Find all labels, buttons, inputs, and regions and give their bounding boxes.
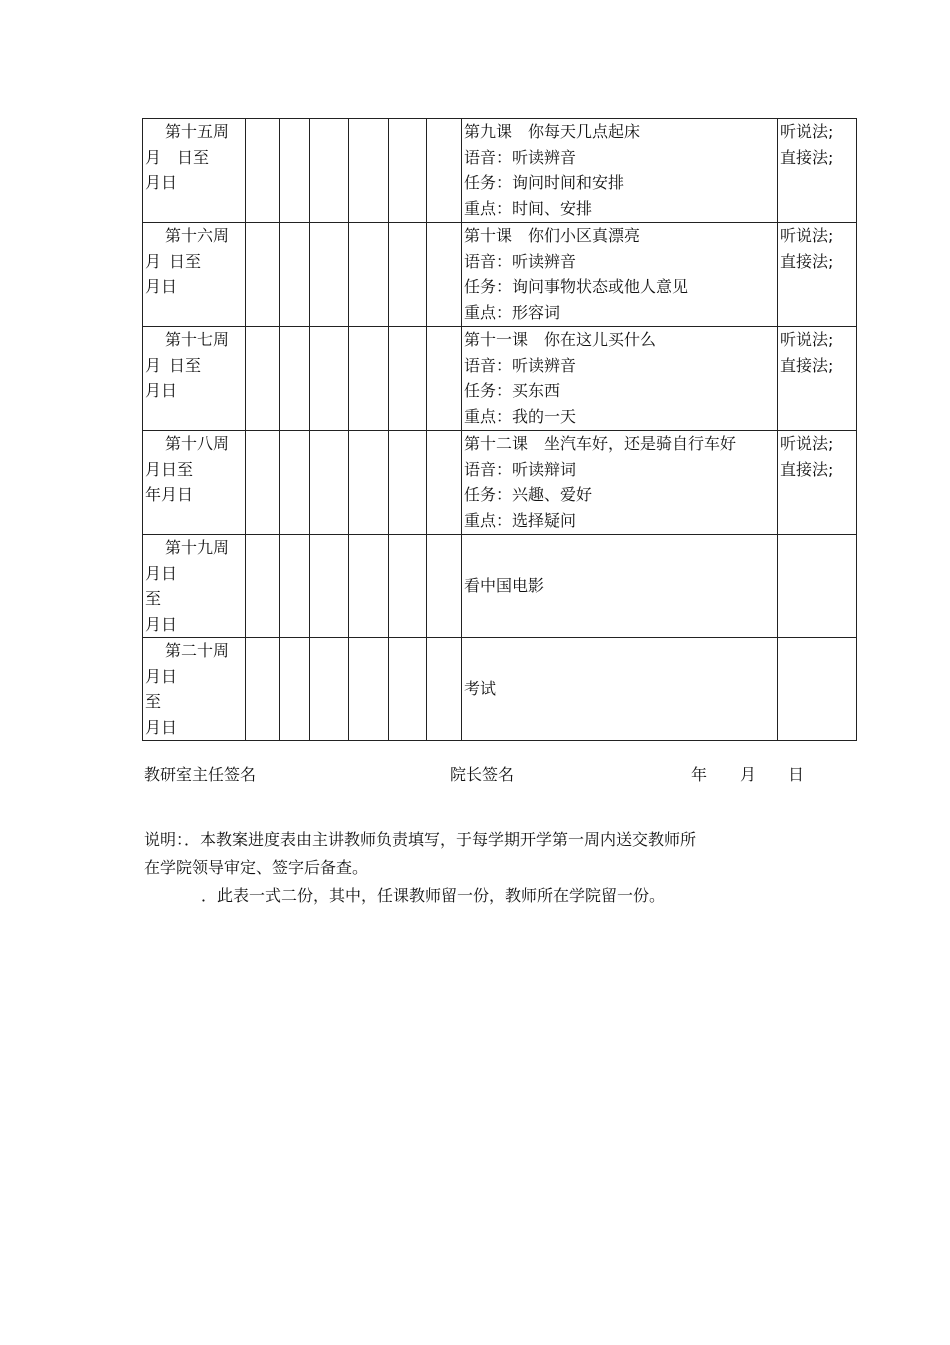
lesson-content-cell — [462, 535, 778, 638]
lesson-content-line: 语音：听读辨音 — [464, 251, 577, 271]
week-cell — [143, 431, 246, 535]
dean-signature-label: 院长签名 — [450, 765, 515, 784]
director-signature-label: 教研室主任签名 — [144, 765, 257, 784]
empty-cell — [389, 223, 427, 327]
lesson-content-line: 任务：买东西 — [464, 381, 561, 400]
empty-cell — [427, 327, 462, 431]
schedule-table — [142, 118, 857, 741]
week-title: 第二十周 — [165, 641, 230, 660]
lesson-content-line: 语音：听读辨音 — [464, 355, 577, 375]
empty-cell — [427, 119, 462, 223]
week-date-line: 月 日至 — [145, 251, 202, 271]
teaching-method-line: 听说法; — [780, 226, 834, 245]
lesson-content-line: 语音：听读辨音 — [464, 147, 577, 167]
week-date-line: 至 — [145, 692, 162, 711]
empty-cell — [280, 119, 310, 223]
empty-cell — [280, 535, 310, 638]
notes-section — [144, 826, 844, 910]
empty-cell — [246, 327, 280, 431]
lesson-content-line: 重点：时间、安排 — [464, 198, 593, 218]
empty-cell — [246, 431, 280, 535]
table-row — [143, 638, 857, 741]
lesson-content-line: 语音：听读辩词 — [464, 459, 577, 479]
empty-cell — [246, 535, 280, 638]
teaching-method-line: 听说法; — [780, 330, 834, 349]
teaching-method-line: 直接法; — [780, 147, 834, 167]
lesson-content-line: 任务：询问时间和安排 — [464, 173, 625, 192]
empty-cell — [246, 223, 280, 327]
week-date-line: 月日 — [145, 717, 178, 737]
teaching-method-line: 听说法; — [780, 434, 834, 453]
week-date-line: 月 日至 — [145, 355, 202, 375]
empty-cell — [310, 535, 349, 638]
lesson-content-line: 重点：我的一天 — [464, 406, 577, 426]
teaching-method-cell — [778, 119, 857, 223]
week-date-line: 月日 — [145, 666, 178, 686]
empty-cell — [349, 638, 389, 741]
lesson-content-line: 第九课 你每天几点起床 — [464, 122, 641, 141]
lesson-content-line: 第十一课 你在这儿买什么 — [464, 330, 657, 349]
empty-cell — [427, 431, 462, 535]
week-date-line: 月日至 — [145, 459, 194, 479]
lesson-content-line: 第十二课 坐汽车好，还是骑自行车好 — [464, 434, 737, 453]
year-label: 年 — [691, 765, 708, 784]
empty-cell — [280, 223, 310, 327]
empty-cell — [389, 119, 427, 223]
empty-cell — [427, 223, 462, 327]
empty-cell — [310, 327, 349, 431]
table-row — [143, 535, 857, 638]
empty-cell — [349, 223, 389, 327]
empty-cell — [310, 638, 349, 741]
empty-cell — [427, 638, 462, 741]
lesson-content-line: 重点：形容词 — [464, 302, 561, 322]
week-title: 第十八周 — [165, 434, 230, 453]
week-date-line: 月日 — [145, 563, 178, 583]
lesson-content-line: 看中国电影 — [464, 576, 545, 596]
empty-cell — [310, 431, 349, 535]
empty-cell — [280, 638, 310, 741]
teaching-method-cell — [778, 223, 857, 327]
week-cell — [143, 223, 246, 327]
week-date-line: 年月日 — [145, 485, 194, 504]
empty-cell — [280, 431, 310, 535]
lesson-content-line: 重点：选择疑问 — [464, 510, 577, 530]
lesson-content-cell — [462, 223, 778, 327]
empty-cell — [310, 223, 349, 327]
week-title: 第十六周 — [165, 226, 230, 245]
empty-cell — [349, 327, 389, 431]
empty-cell — [246, 638, 280, 741]
lesson-content-cell — [462, 119, 778, 223]
lesson-content-cell — [462, 431, 778, 535]
signature-row — [144, 762, 844, 788]
lesson-content-line: 第十课 你们小区真漂亮 — [464, 226, 641, 245]
week-cell — [143, 327, 246, 431]
week-date-line: 月日 — [145, 614, 178, 634]
empty-cell — [349, 431, 389, 535]
schedule-body — [143, 119, 857, 741]
week-cell — [143, 535, 246, 638]
week-title: 第十七周 — [165, 330, 230, 349]
month-label: 月 — [740, 765, 757, 784]
day-label: 日 — [788, 765, 805, 784]
teaching-method-cell — [778, 535, 857, 638]
note-line-2: 在学院领导审定、签字后备查。 — [144, 858, 369, 877]
empty-cell — [349, 535, 389, 638]
week-date-line: 月日 — [145, 173, 178, 192]
teaching-method-cell — [778, 431, 857, 535]
week-title: 第十五周 — [165, 122, 230, 141]
note-line-1: 说明：．本教案进度表由主讲教师负责填写，于每学期开学第一周内送交教师所 — [144, 830, 697, 849]
table-row — [143, 327, 857, 431]
week-cell — [143, 119, 246, 223]
week-title: 第十九周 — [165, 538, 230, 557]
empty-cell — [389, 535, 427, 638]
week-cell — [143, 638, 246, 741]
lesson-content-line: 考试 — [464, 679, 497, 699]
teaching-method-cell — [778, 327, 857, 431]
teaching-method-cell — [778, 638, 857, 741]
week-date-line: 月 日至 — [145, 147, 210, 167]
empty-cell — [427, 535, 462, 638]
empty-cell — [389, 327, 427, 431]
teaching-method-line: 直接法; — [780, 459, 834, 479]
empty-cell — [349, 119, 389, 223]
teaching-method-line: 直接法; — [780, 355, 834, 375]
lesson-content-cell — [462, 327, 778, 431]
week-date-line: 月日 — [145, 277, 178, 296]
teaching-method-line: 直接法; — [780, 251, 834, 271]
teaching-method-line: 听说法; — [780, 122, 834, 141]
empty-cell — [280, 327, 310, 431]
table-row — [143, 431, 857, 535]
table-row — [143, 223, 857, 327]
note-line-3: ．此表一式二份，其中，任课教师留一份，教师所在学院留一份。 — [201, 886, 666, 905]
empty-cell — [389, 638, 427, 741]
empty-cell — [389, 431, 427, 535]
empty-cell — [246, 119, 280, 223]
lesson-content-line: 任务：兴趣、爱好 — [464, 485, 593, 504]
table-row — [143, 119, 857, 223]
week-date-line: 至 — [145, 589, 162, 608]
lesson-content-cell — [462, 638, 778, 741]
week-date-line: 月日 — [145, 381, 178, 400]
empty-cell — [310, 119, 349, 223]
lesson-content-line: 任务：询问事物状态或他人意见 — [464, 277, 689, 296]
